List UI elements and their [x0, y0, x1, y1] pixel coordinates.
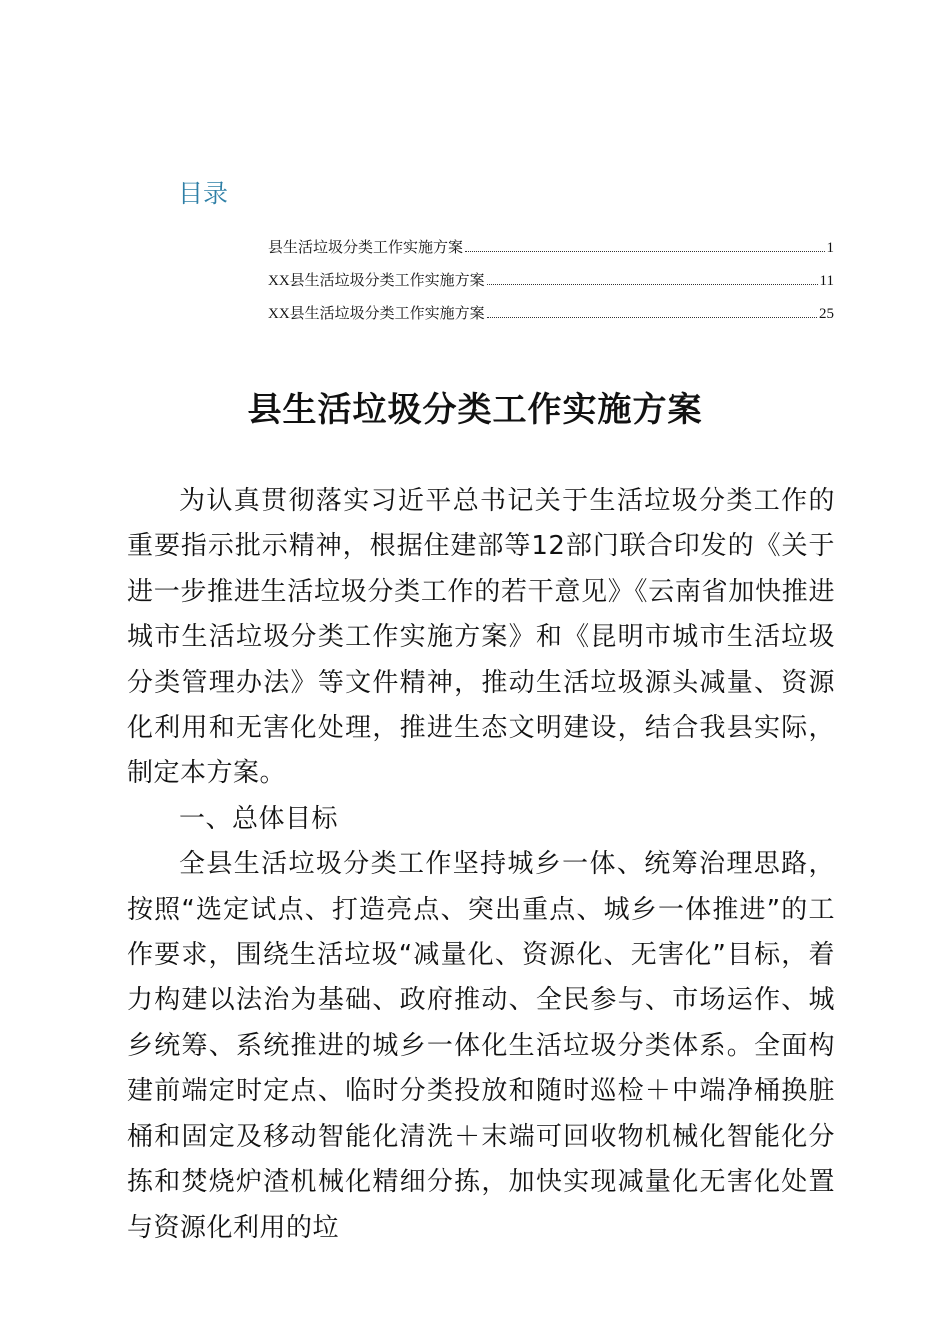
toc-entry-page: 1	[826, 240, 834, 256]
toc-leader-dots	[487, 284, 818, 285]
table-of-contents	[268, 237, 834, 336]
toc-entry-title: XX县生活垃圾分类工作实施方案	[268, 273, 485, 289]
intro-paragraph: 为认真贯彻落实习近平总书记关于生活垃圾分类工作的重要指示批示精神，根据住建部等12部门联合印发的《关于进一步推进生活垃圾分类工作的若干意见》《云南省加快推进城市生活垃圾分类工作实施方案》和《昆明市城市生活垃圾分类管理办法》等文件精神，推动生活垃圾源头减量、资源化利用和无害化处理，推进生态文明建设，结合我县实际，制定本方案。	[127, 486, 835, 789]
toc-entry[interactable]	[268, 237, 834, 270]
document-title: 县生活垃圾分类工作实施方案	[247, 390, 703, 430]
toc-entry-page: 11	[819, 273, 834, 289]
section-heading: 一、总体目标	[179, 803, 339, 834]
toc-leader-dots	[465, 251, 824, 252]
toc-leader-dots	[487, 317, 817, 318]
toc-entry[interactable]	[268, 303, 834, 336]
toc-heading: 目录	[178, 179, 229, 208]
toc-entry-page: 25	[819, 306, 834, 322]
toc-entry-title: 县生活垃圾分类工作实施方案	[268, 240, 464, 256]
toc-entry[interactable]	[268, 270, 834, 303]
document-body	[127, 479, 835, 1251]
toc-entry-title: XX县生活垃圾分类工作实施方案	[268, 306, 485, 322]
section-paragraph: 全县生活垃圾分类工作坚持城乡一体、统筹治理思路，按照“选定试点、打造亮点、突出重点、城乡一体推进”的工作要求，围绕生活垃圾“减量化、资源化、无害化”目标，着力构建以法治为基础、政府推动、全民参与、市场运作、城乡统筹、系统推进的城乡一体化生活垃圾分类体系。全面构建前端定时定点、临时分类投放和随时巡检＋中端净桶换脏桶和固定及移动智能化清洗＋末端可回收物机械化智能化分拣和焚烧炉渣机械化精细分拣，加快实现减量化无害化处置与资源化利用的垃	[127, 849, 835, 1243]
